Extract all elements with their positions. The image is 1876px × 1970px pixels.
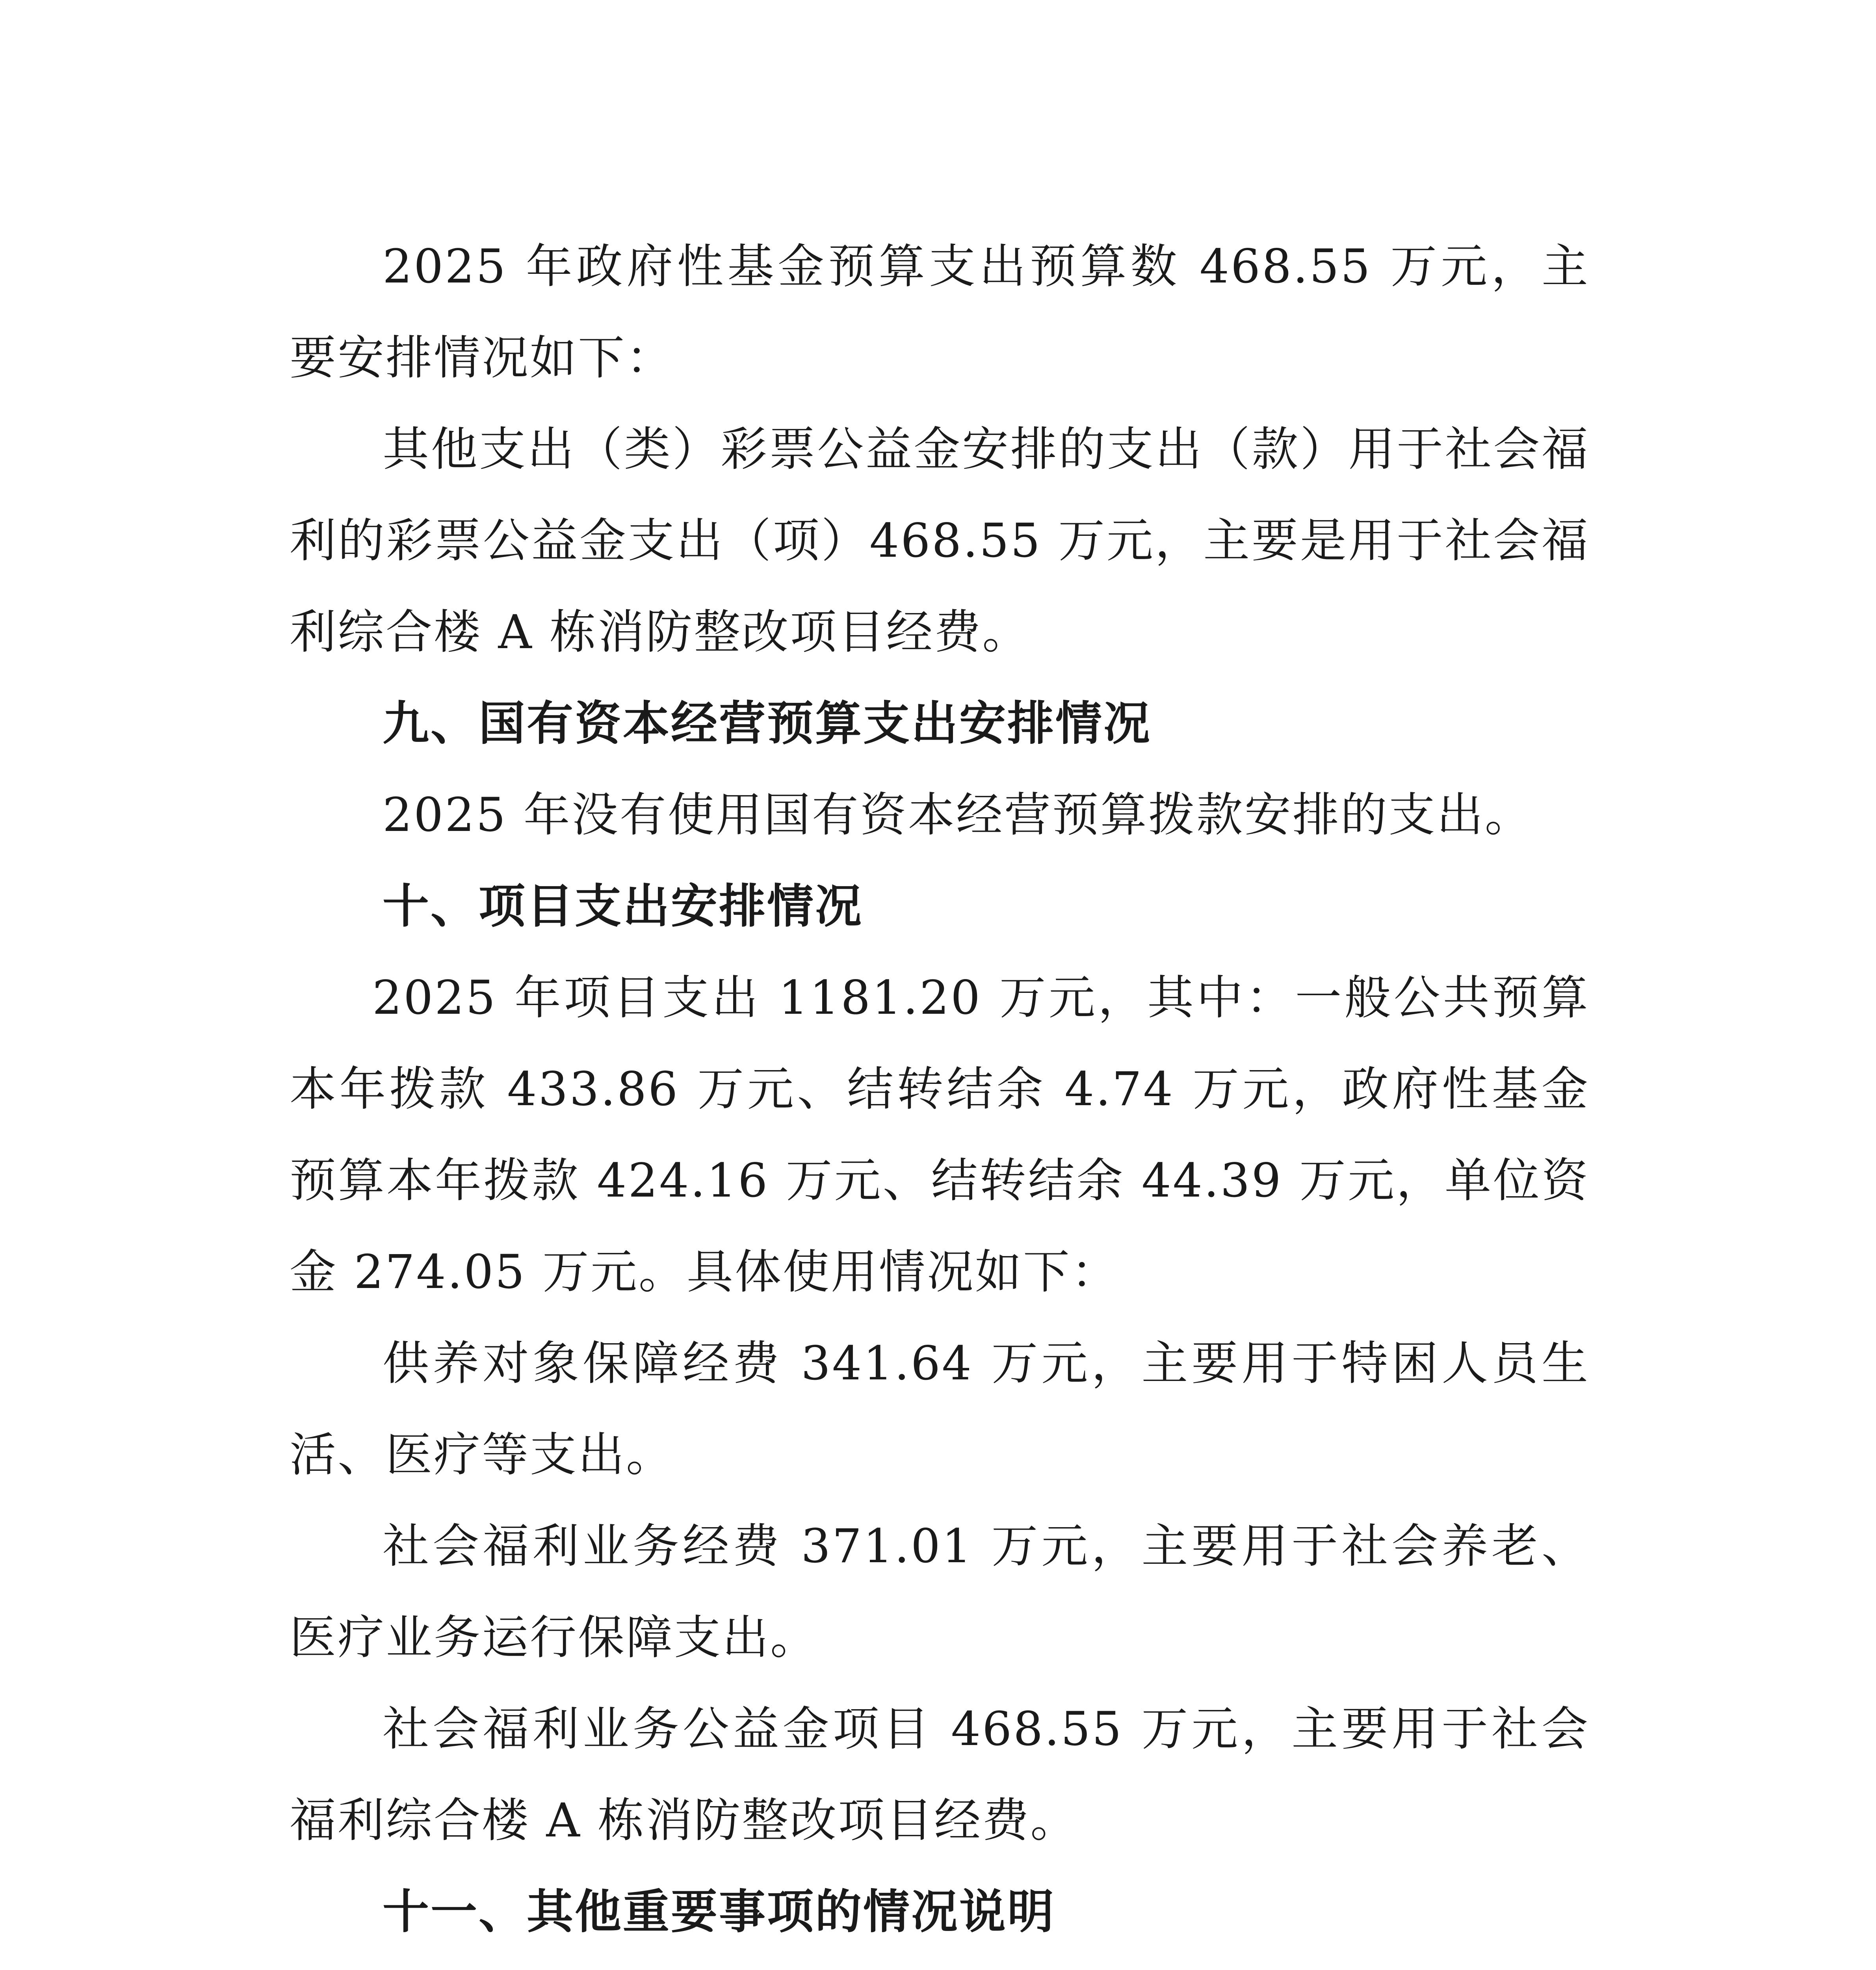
section-heading-9: 九、国有资本经营预算支出安排情况 bbox=[383, 696, 1152, 751]
paragraph-lottery-fund-expense: 其他支出（类）彩票公益金安排的支出（款）用于社会福利的彩票公益金支出（项）468.55 万元，主要是用于社会福利综合楼 A 栋消防整改项目经费。 bbox=[290, 422, 1590, 659]
section-heading-10: 十、项目支出安排情况 bbox=[383, 879, 864, 933]
paragraph-welfare-business-funding: 社会福利业务经费 371.01 万元，主要用于社会养老、医疗业务运行保障支出。 bbox=[290, 1519, 1590, 1665]
paragraph-state-capital-budget: 2025 年没有使用国有资本经营预算拨款安排的支出。 bbox=[383, 788, 1533, 842]
paragraph-fund-budget-intro: 2025 年政府性基金预算支出预算数 468.55 万元，主要安排情况如下： bbox=[290, 239, 1590, 385]
paragraph-project-expense-total: 2025 年项目支出 1181.20 万元，其中：一般公共预算本年拨款 433.86 万元、结转结余 4.74 万元，政府性基金预算本年拨款 424.16 万元、结转结余 44.39 万元，单位资金 274.05 万元。具体使用情况如下： bbox=[290, 970, 1590, 1299]
document-body bbox=[290, 221, 1590, 1970]
subsection-heading-1 bbox=[290, 1957, 1590, 1970]
section-heading-11: 十一、其他重要事项的情况说明 bbox=[383, 1885, 1056, 1939]
paragraph-welfare-lottery-project: 社会福利业务公益金项目 468.55 万元，主要用于社会福利综合楼 A 栋消防整改项目经费。 bbox=[290, 1702, 1590, 1847]
paragraph-support-funding: 供养对象保障经费 341.64 万元，主要用于特困人员生活、医疗等支出。 bbox=[290, 1336, 1590, 1482]
